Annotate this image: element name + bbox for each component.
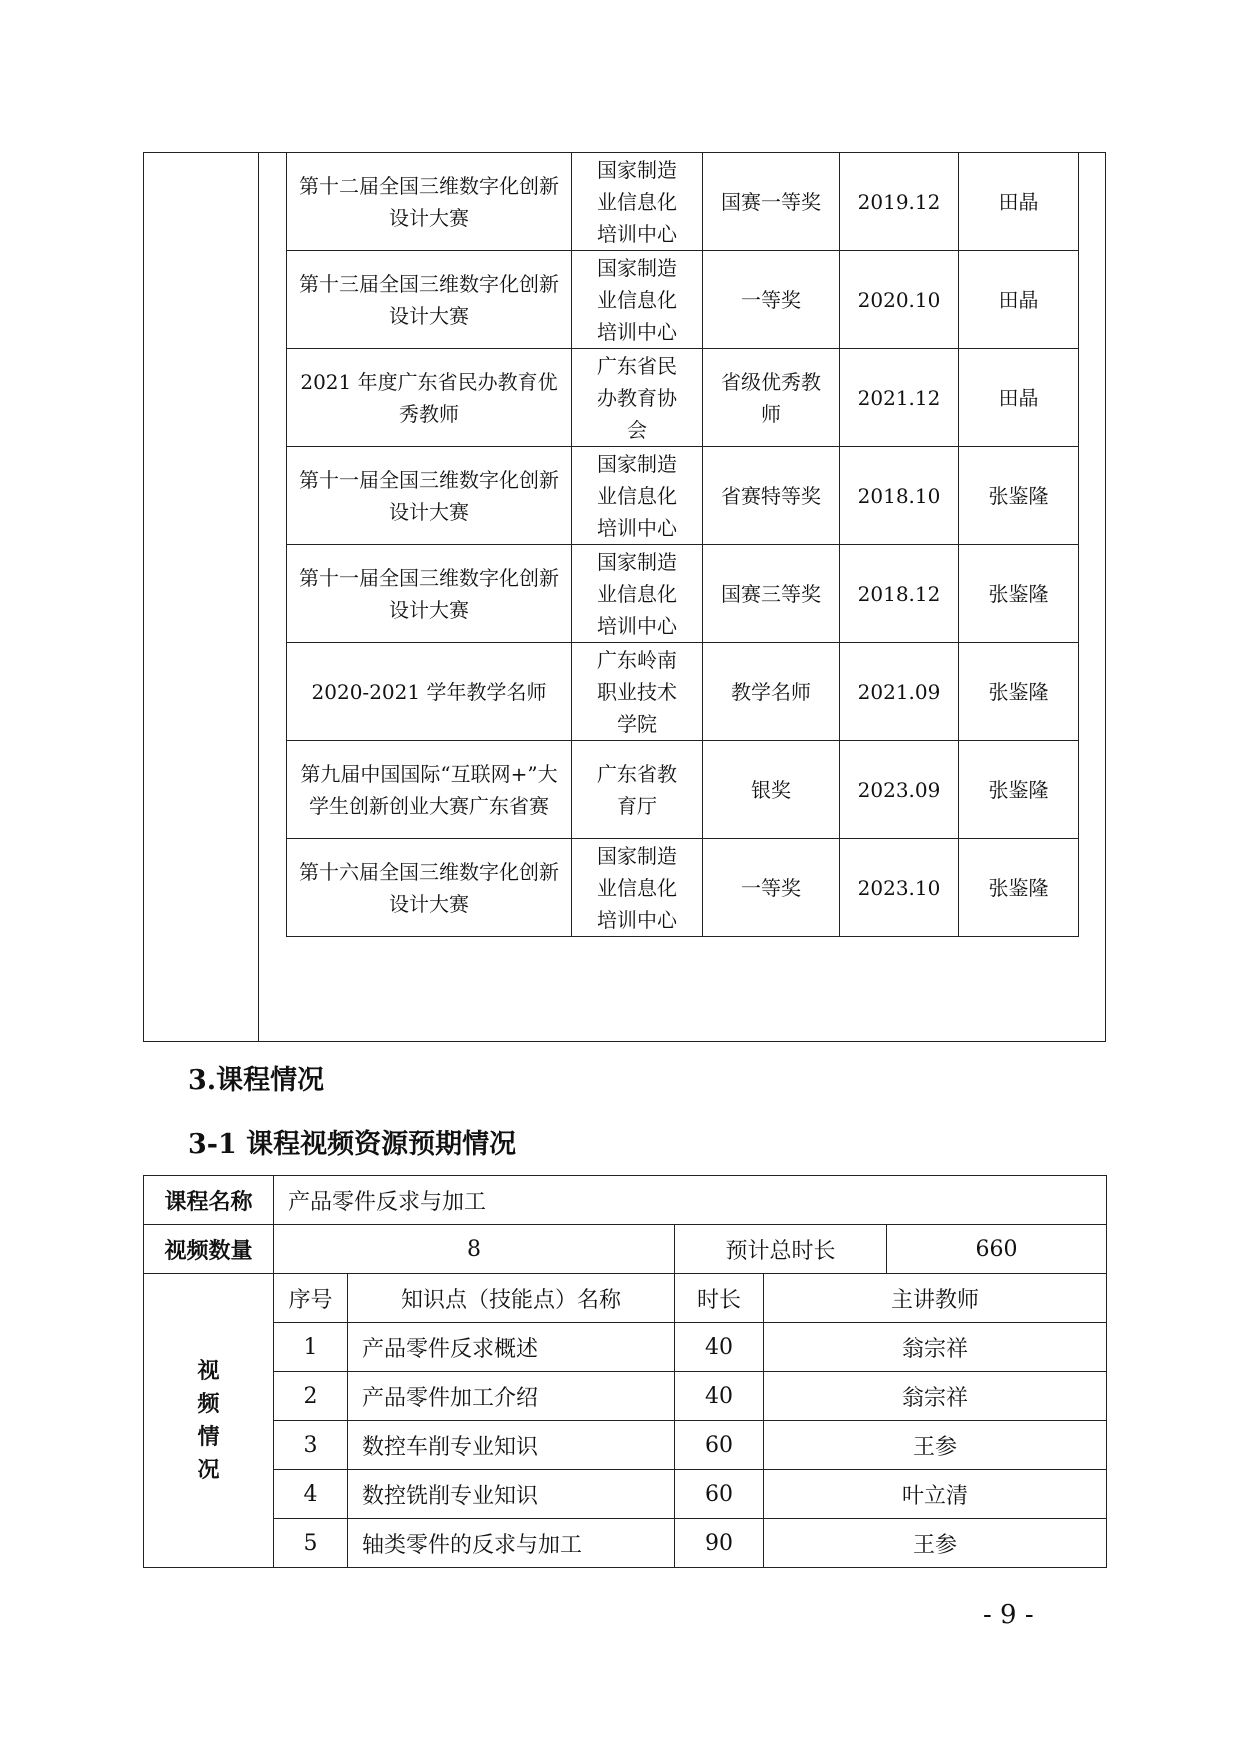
video-topic: 产品零件加工介绍 (348, 1372, 675, 1421)
video-duration: 40 (675, 1372, 764, 1421)
award-name: 第十三届全国三维数字化创新设计大赛 (287, 251, 572, 349)
award-level: 银奖 (703, 741, 840, 839)
award-date: 2023.09 (840, 741, 959, 839)
video-duration: 40 (675, 1323, 764, 1372)
award-level: 一等奖 (703, 839, 840, 937)
video-no: 4 (274, 1470, 348, 1519)
video-topic: 轴类零件的反求与加工 (348, 1519, 675, 1568)
award-name: 第九届中国国际“互联网+”大学生创新创业大赛广东省赛 (287, 741, 572, 839)
video-no: 2 (274, 1372, 348, 1421)
course-name-value: 产品零件反求与加工 (274, 1176, 1107, 1225)
award-row (287, 643, 1079, 741)
video-topic: 数控车削专业知识 (348, 1421, 675, 1470)
video-row (144, 1372, 1107, 1421)
award-name: 第十一届全国三维数字化创新设计大赛 (287, 545, 572, 643)
award-person: 张鉴隆 (959, 839, 1079, 937)
award-row (287, 251, 1079, 349)
award-person: 张鉴隆 (959, 545, 1079, 643)
video-count-label: 视频数量 (144, 1225, 274, 1274)
award-person: 张鉴隆 (959, 447, 1079, 545)
video-header-row (144, 1274, 1107, 1323)
award-org: 国家制造 业信息化 培训中心 (572, 447, 703, 545)
awards-frame-divider (258, 152, 259, 1042)
award-level: 一等奖 (703, 251, 840, 349)
video-row (144, 1519, 1107, 1568)
video-duration: 60 (675, 1421, 764, 1470)
award-date: 2019.12 (840, 153, 959, 251)
award-name: 2020-2021 学年教学名师 (287, 643, 572, 741)
video-section-label-text: 视 频 情 况 (197, 1357, 220, 1483)
award-date: 2020.10 (840, 251, 959, 349)
total-duration-value: 660 (975, 1236, 1018, 1262)
video-teacher: 翁宗祥 (764, 1323, 1107, 1372)
award-level: 教学名师 (703, 643, 840, 741)
award-org: 国家制造 业信息化 培训中心 (572, 153, 703, 251)
award-date: 2018.10 (840, 447, 959, 545)
video-count-value: 8 (274, 1225, 675, 1274)
award-person: 田晶 (959, 251, 1079, 349)
award-name: 第十一届全国三维数字化创新设计大赛 (287, 447, 572, 545)
section-3-title: 3.课程情况 (188, 1065, 325, 1096)
award-org: 国家制造 业信息化 培训中心 (572, 545, 703, 643)
video-duration: 60 (675, 1470, 764, 1519)
award-date: 2021.12 (840, 349, 959, 447)
award-name: 第十六届全国三维数字化创新设计大赛 (287, 839, 572, 937)
award-level: 国赛三等奖 (703, 545, 840, 643)
header-no: 序号 (274, 1274, 348, 1323)
course-name-label: 课程名称 (144, 1176, 274, 1225)
award-person: 张鉴隆 (959, 741, 1079, 839)
award-row (287, 447, 1079, 545)
award-row (287, 545, 1079, 643)
course-video-table (143, 1175, 1107, 1568)
award-person: 田晶 (959, 153, 1079, 251)
video-row (144, 1421, 1107, 1470)
video-teacher: 翁宗祥 (764, 1372, 1107, 1421)
award-org: 广东省民 办教育协 会 (572, 349, 703, 447)
award-date: 2018.12 (840, 545, 959, 643)
video-no: 1 (274, 1323, 348, 1372)
award-org: 国家制造 业信息化 培训中心 (572, 839, 703, 937)
course-name-row (144, 1176, 1107, 1225)
award-person: 张鉴隆 (959, 643, 1079, 741)
video-duration: 90 (675, 1519, 764, 1568)
award-row (287, 839, 1079, 937)
award-row (287, 153, 1079, 251)
video-topic: 产品零件反求概述 (348, 1323, 675, 1372)
award-row (287, 741, 1079, 839)
video-topic: 数控铣削专业知识 (348, 1470, 675, 1519)
award-person: 田晶 (959, 349, 1079, 447)
section-3-1-title: 3-1 课程视频资源预期情况 (188, 1129, 517, 1160)
video-row (144, 1323, 1107, 1372)
award-level: 省赛特等奖 (703, 447, 840, 545)
award-level: 省级优秀教师 (703, 349, 840, 447)
award-org: 广东岭南 职业技术 学院 (572, 643, 703, 741)
award-name: 第十二届全国三维数字化创新设计大赛 (287, 153, 572, 251)
header-teacher: 主讲教师 (764, 1274, 1107, 1323)
award-name: 2021 年度广东省民办教育优秀教师 (287, 349, 572, 447)
total-duration-label: 预计总时长 (675, 1225, 887, 1273)
award-level: 国赛一等奖 (703, 153, 840, 251)
video-no: 3 (274, 1421, 348, 1470)
video-no: 5 (274, 1519, 348, 1568)
awards-table (286, 152, 1079, 937)
award-row (287, 349, 1079, 447)
header-duration: 时长 (675, 1274, 764, 1323)
total-duration-inner (675, 1225, 1106, 1273)
award-date: 2021.09 (840, 643, 959, 741)
video-section-label (144, 1274, 274, 1568)
award-org: 广东省教 育厅 (572, 741, 703, 839)
award-date: 2023.10 (840, 839, 959, 937)
video-teacher: 王参 (764, 1519, 1107, 1568)
video-row (144, 1470, 1107, 1519)
video-count-row (144, 1225, 1107, 1274)
video-teacher: 叶立清 (764, 1470, 1107, 1519)
video-teacher: 王参 (764, 1421, 1107, 1470)
award-org: 国家制造 业信息化 培训中心 (572, 251, 703, 349)
header-topic: 知识点（技能点）名称 (348, 1274, 675, 1323)
page-number: - 9 - (983, 1600, 1034, 1630)
